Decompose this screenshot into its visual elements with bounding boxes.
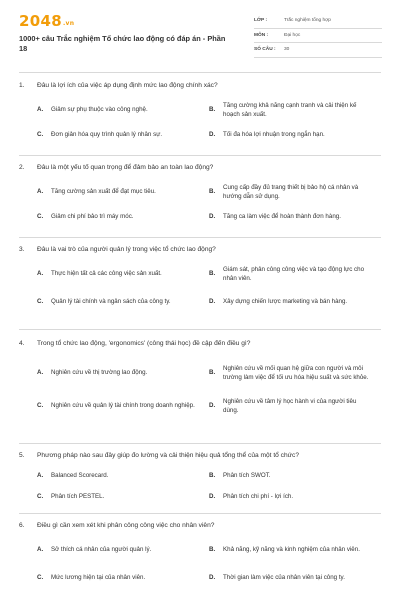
meta-value: Đại học: [284, 32, 301, 38]
worksheet-header: [0, 0, 400, 72]
option-text: Nghiên cứu về tâm lý học hành vi của người tiêu dùng.: [223, 397, 357, 414]
option-d[interactable]: [209, 392, 381, 420]
option-b[interactable]: [209, 466, 381, 486]
option-d[interactable]: [209, 486, 381, 508]
question-number: 4.: [19, 340, 25, 347]
option-c[interactable]: [37, 288, 209, 316]
option-a[interactable]: [37, 260, 209, 288]
meta-key: LỚP :: [254, 18, 268, 24]
question-number: 3.: [19, 246, 25, 253]
option-b[interactable]: [209, 536, 381, 564]
option-letter: C.: [37, 298, 44, 306]
option-grid: [37, 466, 381, 508]
question-number: 6.: [19, 522, 25, 529]
option-text: Balanced Scorecard.: [51, 472, 109, 480]
option-letter: A.: [37, 472, 44, 480]
option-d[interactable]: [209, 564, 381, 592]
question-heading: [19, 452, 381, 460]
question-number: 5.: [19, 452, 25, 459]
question-heading: [19, 246, 381, 254]
option-letter: A.: [37, 546, 44, 554]
option-b[interactable]: [209, 260, 381, 288]
question-divider: [19, 237, 381, 238]
question-heading: [19, 340, 381, 348]
option-letter: D.: [209, 131, 216, 139]
option-letter: B.: [209, 188, 216, 196]
option-d[interactable]: [209, 124, 381, 146]
option-grid: [37, 536, 381, 592]
question-item: [0, 246, 400, 316]
option-text: Phân tích SWOT.: [223, 472, 271, 480]
question-text: Đâu là lợi ích của việc áp dụng định mức lao động chính xác?: [37, 82, 218, 89]
option-text: Sở thích cá nhân của người quản lý.: [51, 546, 152, 554]
question-heading: [19, 82, 381, 90]
option-grid: [37, 96, 381, 146]
question-text: Trong tổ chức lao động, 'ergonomics' (công thái học) đề cập đến điều gì?: [37, 340, 251, 347]
question-number: 1.: [19, 82, 25, 89]
option-letter: B.: [209, 369, 216, 377]
option-text: Mức lương hiện tại của nhân viên.: [51, 574, 146, 582]
option-d[interactable]: [209, 288, 381, 316]
meta-table: [254, 14, 382, 58]
option-text: Giảm chi phí bảo trì máy móc.: [51, 213, 134, 221]
option-c[interactable]: [37, 206, 209, 228]
option-text: Phân tích chi phí - lợi ích.: [223, 493, 294, 501]
option-a[interactable]: [37, 536, 209, 564]
option-letter: B.: [209, 270, 216, 278]
question-text: Phương pháp nào sau đây giúp đo lường và cải thiện hiệu quả tổng thể của một tổ chức?: [37, 452, 300, 459]
question-item: [0, 82, 400, 146]
option-text: Giám sát, phân công công việc và tạo động lực cho nhân viên.: [223, 265, 365, 282]
option-grid: [37, 354, 381, 420]
option-text: Tăng cường khả năng cạnh tranh và cải thiện kế hoạch sản xuất.: [223, 101, 357, 118]
option-letter: A.: [37, 369, 44, 377]
logo-suffix: .vn: [62, 20, 75, 27]
question-item: [0, 452, 400, 508]
question-divider: [19, 513, 381, 514]
question-number: 2.: [19, 164, 25, 171]
option-a[interactable]: [37, 178, 209, 206]
meta-value: Trắc nghiệm tổng hợp: [284, 18, 331, 24]
option-text: Thời gian làm việc của nhân viên tại công ty.: [223, 574, 345, 582]
option-letter: C.: [37, 574, 44, 582]
site-logo[interactable]: [19, 12, 74, 30]
option-text: Thực hiện tất cả các công việc sản xuất.: [51, 270, 162, 278]
option-a[interactable]: [37, 466, 209, 486]
meta-value: 30: [284, 47, 290, 53]
meta-key: MÔN :: [254, 32, 269, 38]
option-letter: C.: [37, 213, 44, 221]
option-text: Tăng ca làm việc để hoàn thành đơn hàng.: [223, 213, 341, 221]
option-text: Xây dựng chiến lược marketing và bán hàng.: [223, 298, 348, 306]
document-title: 1000+ câu Trắc nghiệm Tổ chức lao động có đáp án - Phần 18: [19, 34, 226, 53]
option-letter: D.: [209, 298, 216, 306]
question-divider: [19, 329, 381, 330]
option-letter: C.: [37, 131, 44, 139]
option-letter: B.: [209, 106, 216, 114]
option-a[interactable]: [37, 354, 209, 392]
option-letter: A.: [37, 188, 44, 196]
question-text: Đâu là vai trò của người quản lý trong việc tổ chức lao động?: [37, 246, 216, 253]
option-c[interactable]: [37, 392, 209, 420]
option-a[interactable]: [37, 96, 209, 124]
question-heading: [19, 522, 381, 530]
option-c[interactable]: [37, 124, 209, 146]
option-text: Đơn giản hóa quy trình quản lý nhân sự.: [51, 131, 163, 139]
option-b[interactable]: [209, 96, 381, 124]
option-letter: D.: [209, 574, 216, 582]
option-grid: [37, 178, 381, 228]
header-divider: [19, 72, 381, 73]
question-item: [0, 340, 400, 420]
option-letter: A.: [37, 106, 44, 114]
option-letter: D.: [209, 493, 216, 501]
option-d[interactable]: [209, 206, 381, 228]
question-text: Đâu là một yếu tố quan trọng để đảm bảo an toàn lao động?: [37, 164, 214, 171]
meta-row-class: [254, 14, 382, 29]
option-b[interactable]: [209, 354, 381, 392]
question-divider: [19, 443, 381, 444]
question-text: Điều gì cần xem xét khi phân công công việc cho nhân viên?: [37, 522, 215, 529]
option-c[interactable]: [37, 564, 209, 592]
option-text: Tối đa hóa lợi nhuận trong ngắn hạn.: [223, 131, 325, 139]
meta-row-count: [254, 43, 382, 58]
option-letter: D.: [209, 402, 216, 410]
question-item: [0, 522, 400, 592]
option-text: Phân tích PESTEL.: [51, 493, 105, 501]
question-heading: [19, 164, 381, 172]
option-text: Nghiên cứu về thị trường lao động.: [51, 369, 148, 377]
option-b[interactable]: [209, 178, 381, 206]
logo-text: 2048: [19, 12, 62, 30]
option-c[interactable]: [37, 486, 209, 508]
option-text: Nghiên cứu về quản lý tài chính trong doanh nghiệp.: [51, 402, 195, 410]
option-text: Khả năng, kỹ năng và kinh nghiệm của nhân viên.: [223, 546, 360, 554]
option-letter: B.: [209, 472, 216, 480]
option-letter: A.: [37, 270, 44, 278]
question-item: [0, 164, 400, 228]
option-text: Tăng cường sản xuất để đạt mục tiêu.: [51, 188, 156, 196]
option-letter: C.: [37, 402, 44, 410]
option-text: Cung cấp đầy đủ trang thiết bị bảo hộ cá nhân và hướng dẫn sử dụng.: [223, 183, 359, 200]
option-text: Giảm sự phụ thuộc vào công nghệ.: [51, 106, 148, 114]
option-letter: C.: [37, 493, 44, 501]
question-divider: [19, 155, 381, 156]
meta-row-subject: [254, 29, 382, 44]
option-text: Nghiên cứu về mối quan hệ giữa con người và môi trường làm việc để tối ưu hóa hiệu suất và sức khỏe.: [223, 364, 369, 381]
option-letter: D.: [209, 213, 216, 221]
option-letter: B.: [209, 546, 216, 554]
option-text: Quản lý tài chính và ngân sách của công ty.: [51, 298, 171, 306]
meta-key: SỐ CÂU :: [254, 47, 276, 53]
option-grid: [37, 260, 381, 316]
